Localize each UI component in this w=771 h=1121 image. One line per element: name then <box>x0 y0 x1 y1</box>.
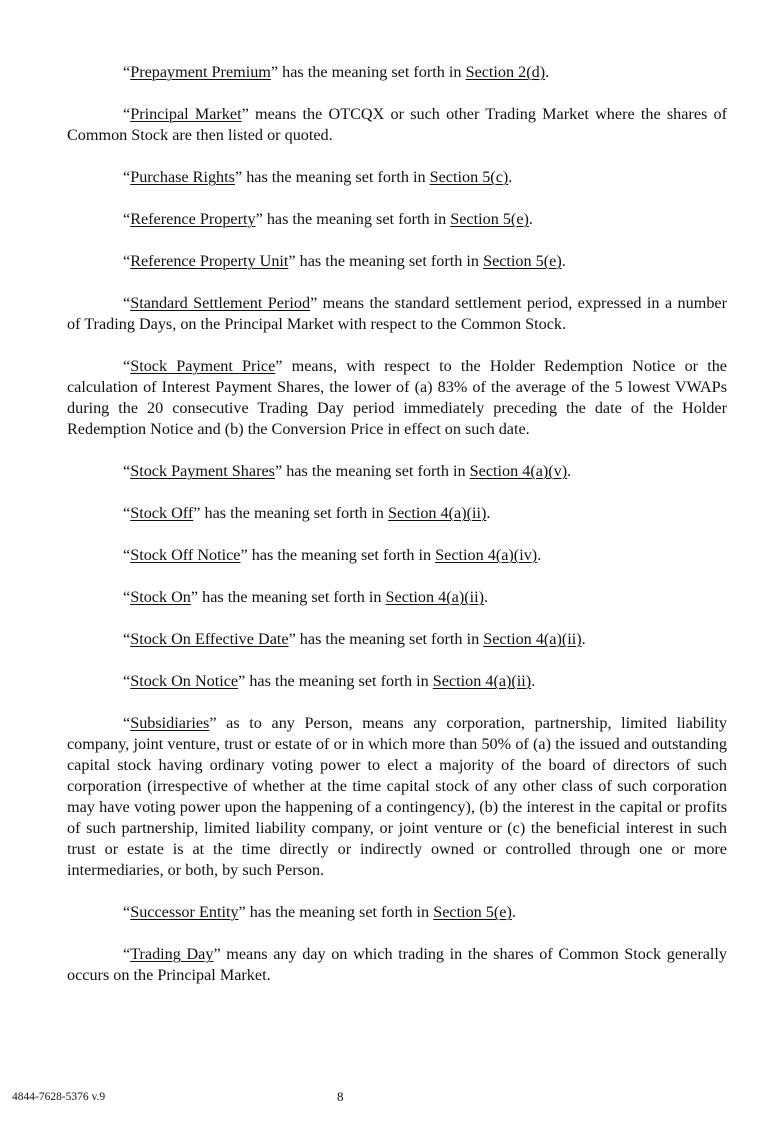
definitions-list <box>67 62 727 1007</box>
open-quote: “ <box>123 294 131 312</box>
open-quote: “ <box>123 210 131 228</box>
definition-text: has the meaning set forth in <box>282 462 470 480</box>
definition-end: . <box>545 63 550 81</box>
definition-text: has the meaning set forth in <box>242 168 430 186</box>
definition-reference-property-unit <box>67 251 727 272</box>
definition-end: . <box>486 504 491 522</box>
close-quote: ” <box>288 252 296 270</box>
definition-text: means the OTCQX or such other Trading Market where the shares of Common Stock are then listed or quoted. <box>67 105 728 144</box>
defined-term: Stock On <box>130 588 191 606</box>
section-reference: Section 5(e) <box>433 903 512 921</box>
open-quote: “ <box>123 168 131 186</box>
open-quote: “ <box>123 672 131 690</box>
open-quote: “ <box>123 945 131 963</box>
open-quote: “ <box>123 504 131 522</box>
open-quote: “ <box>123 105 131 123</box>
close-quote: ” <box>270 63 279 81</box>
definition-end: . <box>567 462 572 480</box>
open-quote: “ <box>123 252 131 270</box>
definition-principal-market <box>67 104 727 146</box>
definition-purchase-rights <box>67 167 727 188</box>
section-reference: Section 5(e) <box>450 210 529 228</box>
definition-trading-day <box>67 944 727 986</box>
definition-end: . <box>508 168 513 186</box>
section-reference: Section 4(a)(iv) <box>435 546 538 564</box>
definition-successor-entity <box>67 902 727 923</box>
open-quote: “ <box>123 903 131 921</box>
open-quote: “ <box>123 63 131 81</box>
open-quote: “ <box>123 588 131 606</box>
defined-term: Standard Settlement Period <box>130 294 311 312</box>
defined-term: Purchase Rights <box>130 168 235 186</box>
close-quote: ” <box>238 672 246 690</box>
open-quote: “ <box>123 546 131 564</box>
close-quote: ” <box>274 462 283 480</box>
defined-term: Stock Off <box>130 504 194 522</box>
definition-text: means the standard settlement period, expressed in a number of Trading Days, on the Principal Market with respect to the Common Stock. <box>67 294 727 333</box>
defined-term: Stock Off Notice <box>130 546 241 564</box>
page-number: 8 <box>337 1089 344 1104</box>
definition-stock-on-effective-date <box>67 629 727 650</box>
document-id: 4844-7628-5376 v.9 <box>12 1091 106 1103</box>
definition-text: has the meaning set forth in <box>245 672 433 690</box>
definition-prepayment-premium <box>67 62 727 83</box>
definition-text: has the meaning set forth in <box>262 210 451 228</box>
defined-term: Reference Property <box>130 210 256 228</box>
definition-text: means any day on which trading in the shares of Common Stock generally occurs on the Principal Market. <box>67 945 727 984</box>
definition-text: means, with respect to the Holder Redemption Notice or the calculation of Interest Payment Shares, the lower of (a) 83% of the average of the 5 lowest VWAPs during the 20 consecutive Trading Day period immediately preceding the date of the Holder Redemption Notice and (b) the Conversion Price in effect on such date. <box>67 357 727 438</box>
close-quote: ” <box>241 105 249 123</box>
defined-term: Stock On Effective Date <box>130 630 289 648</box>
defined-term: Prepayment Premium <box>130 63 271 81</box>
definition-text: has the meaning set forth in <box>295 252 484 270</box>
close-quote: ” <box>193 504 201 522</box>
close-quote: ” <box>209 714 217 732</box>
definition-standard-settlement-period <box>67 293 727 335</box>
definition-end: . <box>528 210 533 228</box>
close-quote: ” <box>255 210 263 228</box>
section-reference: Section 5(c) <box>429 168 509 186</box>
definition-stock-payment-shares <box>67 461 727 482</box>
close-quote: ” <box>190 588 199 606</box>
definition-text: has the meaning set forth in <box>198 588 386 606</box>
definition-stock-on <box>67 587 727 608</box>
definition-end: . <box>483 588 489 606</box>
defined-term: Successor Entity <box>130 903 239 921</box>
definition-text: has the meaning set forth in <box>247 546 436 564</box>
open-quote: “ <box>123 462 131 480</box>
open-quote: “ <box>123 630 131 648</box>
definition-end: . <box>561 252 566 270</box>
section-reference: Section 2(d) <box>465 63 546 81</box>
definition-stock-off-notice <box>67 545 727 566</box>
section-reference: Section 4(a)(ii) <box>385 588 484 606</box>
section-reference: Section 4(a)(ii) <box>432 672 532 690</box>
close-quote: ” <box>288 630 296 648</box>
definition-end: . <box>581 630 586 648</box>
open-quote: “ <box>123 357 131 375</box>
definition-end: . <box>537 546 542 564</box>
defined-term: Principal Market <box>130 105 242 123</box>
definition-stock-off <box>67 503 727 524</box>
defined-term: Subsidiaries <box>130 714 210 732</box>
close-quote: ” <box>275 357 283 375</box>
close-quote: ” <box>238 903 246 921</box>
definition-subsidiaries <box>67 713 727 881</box>
definition-text: has the meaning set forth in <box>200 504 388 522</box>
definition-text: has the meaning set forth in <box>278 63 466 81</box>
close-quote: ” <box>234 168 243 186</box>
defined-term: Reference Property Unit <box>130 252 289 270</box>
definition-stock-on-notice <box>67 671 727 692</box>
close-quote: ” <box>213 945 221 963</box>
close-quote: ” <box>310 294 318 312</box>
section-reference: Section 4(a)(v) <box>469 462 568 480</box>
defined-term: Stock Payment Price <box>130 357 276 375</box>
definition-text: has the meaning set forth in <box>295 630 484 648</box>
defined-term: Stock On Notice <box>130 672 239 690</box>
definition-end: . <box>531 672 536 690</box>
defined-term: Trading Day <box>130 945 214 963</box>
definition-stock-payment-price <box>67 356 727 440</box>
open-quote: “ <box>123 714 131 732</box>
definition-reference-property <box>67 209 727 230</box>
defined-term: Stock Payment Shares <box>130 462 275 480</box>
section-reference: Section 4(a)(ii) <box>483 630 582 648</box>
definition-text: as to any Person, means any corporation, partnership, limited liability company, joint venture, trust or estate of or in which more than 50% of (a) the issued and outstanding capital stock having ordinary voting power to elect a majority of the board of directors of such corporation (irrespective of whether at the time capital stock of any other class of such corporation may have voting power upon the happening of a contingency), (b) the interest in the capital or profits of such partnership, limited liability company, or joint venture or (c) the beneficial interest in such trust or estate is at the time directly or indirectly owned or controlled through one or more intermediaries, or both, by such Person. <box>67 714 727 879</box>
section-reference: Section 4(a)(ii) <box>387 504 487 522</box>
close-quote: ” <box>240 546 248 564</box>
definition-text: has the meaning set forth in <box>245 903 434 921</box>
section-reference: Section 5(e) <box>483 252 562 270</box>
definition-end: . <box>511 903 516 921</box>
